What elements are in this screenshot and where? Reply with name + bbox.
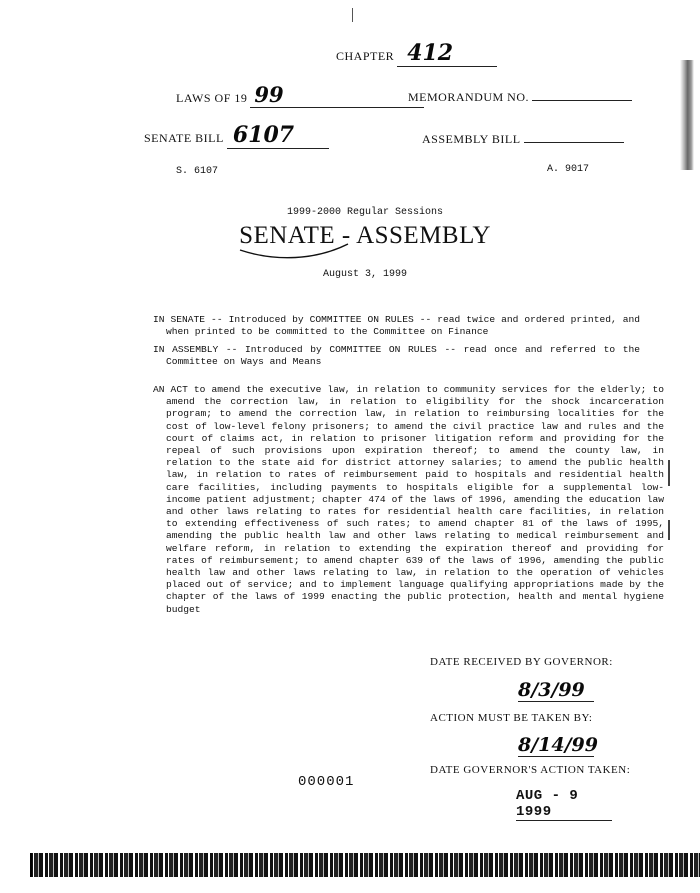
senate-bill-label: SENATE BILL [144, 131, 224, 145]
document-title: SENATE - ASSEMBLY [239, 222, 491, 249]
assembly-bill-line [422, 130, 624, 147]
action-label: ACTION MUST BE TAKEN BY: [430, 712, 593, 724]
scan-edge-right-3 [668, 520, 670, 540]
s-number: S. 6107 [176, 166, 219, 177]
top-tick-mark [352, 8, 353, 22]
senate-bill-line [144, 122, 329, 149]
laws-line [176, 82, 424, 108]
scan-bar-left [30, 853, 32, 877]
taken-date-stamp: AUG - 9 1999 [516, 788, 612, 821]
senate-bill-number: 6107 [227, 122, 329, 149]
laws-label: LAWS OF 19 [176, 91, 248, 105]
action-date: 8/14/99 [518, 734, 598, 756]
bill-date: August 3, 1999 [322, 269, 407, 280]
taken-label: DATE GOVERNOR'S ACTION TAKEN: [430, 764, 631, 776]
assembly-bill-label: ASSEMBLY BILL [422, 132, 521, 146]
title-handwritten-stroke [236, 242, 356, 272]
assembly-introduction: IN ASSEMBLY -- Introduced by COMMITTEE ON RULES -- read once and referred to the Committee on Ways and Means [153, 344, 640, 368]
a-number: A. 9017 [547, 164, 590, 175]
scan-edge-right-2 [668, 460, 670, 486]
memorandum-value [532, 88, 632, 101]
received-label: DATE RECEIVED BY GOVERNOR: [430, 656, 613, 668]
chapter-label: CHAPTER [336, 49, 395, 63]
session-line: 1999-2000 Regular Sessions [286, 207, 444, 218]
chapter-number: 412 [397, 40, 497, 67]
assembly-bill-value [524, 130, 624, 143]
scan-edge-right [680, 60, 694, 170]
act-paragraph: AN ACT to amend the executive law, in relation to community services for the elderly; to amend the correction law, in relation to eligibility for the shock incarceration program; to amend the correction law, in relation to reimbursing localities for the cost of low-level felony prisoners; to amend the civil practice law and rules and the court of claims act, in relation to prisoner litigation reform and providing for the repeal of such provisions upon expiration thereof; to amend the county law, in relation to the state aid for district attorney salaries; to amend the public health law, in relation to rates of reimbursement paid to hospitals and residential health care facilities, including payments to hospitals eligible for a supplemental low-income patient adjustment; chapter 474 of the laws of 1996, amending the education law and other laws relating to rates for residential health care facilities, in relation to extending effectiveness of such rates; to amend chapter 81 of the laws of 1995, amending the public health law and other laws relating to medical reimbursement and welfare reform, in relation to extending the expiration thereof and providing for rates of reimbursement; to amend chapter 639 of the laws of 1996, amending the public health law and other laws relating to law, in relation to the operation of vehicles placed out of service; and to implement language qualifying appropriations made by the chapter of the laws of 1999 enacting the public protection, health and mental hygiene budget [153, 384, 664, 615]
memorandum-line [408, 88, 632, 105]
received-date: 8/3/99 [518, 679, 594, 702]
chapter-line [336, 40, 497, 67]
page-number: 000001 [298, 774, 355, 790]
laws-year: 99 [250, 82, 424, 108]
senate-introduction: IN SENATE -- Introduced by COMMITTEE ON RULES -- read twice and ordered printed, and when printed to be committed to the Committee on Finance [153, 314, 640, 338]
scan-bar-bottom [30, 853, 700, 877]
memorandum-label: MEMORANDUM NO. [408, 90, 530, 104]
